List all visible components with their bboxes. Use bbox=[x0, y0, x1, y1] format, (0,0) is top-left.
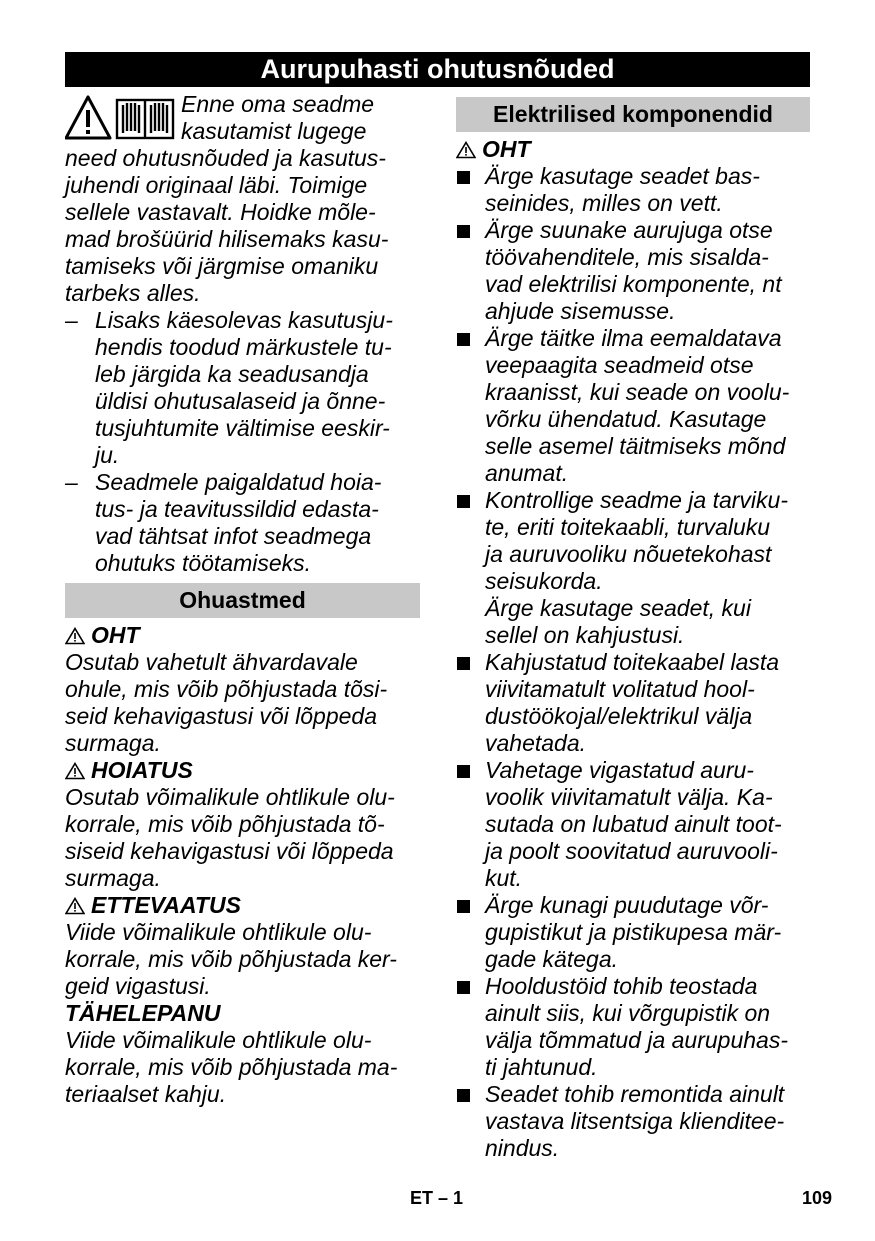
dash-line: Seadmele paigaldatud hoia- bbox=[95, 469, 382, 495]
bullet-line: ainult siis, kui võrgupistik on bbox=[485, 1000, 771, 1026]
square-bullet-icon bbox=[457, 657, 470, 670]
hazard-line: Osutab võimalikule ohtlikule olu- bbox=[65, 784, 395, 810]
dash-line: vad tähtsat infot seadmega bbox=[95, 523, 372, 549]
hazard-description bbox=[65, 649, 420, 757]
hazard-line: Osutab vahetult ähvardavale bbox=[65, 649, 358, 675]
manual-book-icon bbox=[117, 100, 173, 138]
page-title: Aurupuhasti ohutusnõuded bbox=[65, 52, 810, 87]
signal-word-label: ETTEVAATUS bbox=[91, 892, 241, 918]
square-bullet-icon bbox=[457, 981, 470, 994]
intro-icons bbox=[65, 95, 177, 141]
dash-line: hendis toodud märkustele tu- bbox=[95, 334, 392, 360]
square-bullet-icon bbox=[457, 171, 470, 184]
dash-line: ohutuks töötamiseks. bbox=[95, 550, 312, 576]
bullet-line: selle asemel täitmiseks mõnd bbox=[485, 433, 786, 459]
bullet-line: Ärge kasutage seadet bas- bbox=[485, 163, 760, 189]
square-bullet-icon bbox=[457, 765, 470, 778]
bullet-line: Seadet tohib remontida ainult bbox=[485, 1081, 785, 1107]
hazard-line: Viide võimalikule ohtlikule olu- bbox=[65, 919, 372, 945]
bullet-line: välja tõmmatud ja aurupuhas- bbox=[485, 1027, 788, 1053]
bullet-item bbox=[456, 487, 810, 649]
hazard-line: surmaga. bbox=[65, 865, 161, 891]
bullet-line: seinides, milles on vett. bbox=[485, 190, 723, 216]
intro-line: mad brošüürid hilisemaks kasu- bbox=[65, 226, 389, 252]
hazard-description bbox=[65, 1027, 420, 1108]
bullet-line: Kontrollige seadme ja tarviku- bbox=[485, 487, 788, 513]
bullet-line: gupistikut ja pistikupesa mär- bbox=[485, 919, 782, 945]
bullet-line: ti jahtunud. bbox=[485, 1054, 598, 1080]
warning-triangle-icon bbox=[65, 627, 85, 645]
signal-word-caution bbox=[65, 892, 420, 919]
bullet-line: ja auruvooliku nõuetekohast bbox=[485, 541, 772, 567]
bullet-line: võrku ühendatud. Kasutage bbox=[485, 406, 767, 432]
bullet-line: Ärge kasutage seadet, kui bbox=[485, 595, 751, 621]
footer-page-number: 109 bbox=[802, 1188, 833, 1208]
hazard-line: geid vigastusi. bbox=[65, 973, 211, 999]
bullet-line: kut. bbox=[485, 865, 523, 891]
bullet-line: ahjude sisemusse. bbox=[485, 298, 676, 324]
bullet-line: vahetada. bbox=[485, 730, 587, 756]
intro-line: tamiseks või järgmise omaniku bbox=[65, 253, 379, 279]
electrical-components-heading: Elektrilised komponendid bbox=[456, 97, 810, 132]
footer-section-label: ET – 1 bbox=[410, 1188, 464, 1208]
intro-line: sellele vastavalt. Hoidke mõle- bbox=[65, 199, 376, 225]
signal-word-label: TÄHELEPANU bbox=[65, 1000, 221, 1026]
hazard-line: Viide võimalikule ohtlikule olu- bbox=[65, 1027, 372, 1053]
bullet-item bbox=[456, 1081, 810, 1162]
bullet-line: seisukorda. bbox=[485, 568, 603, 594]
warning-triangle-icon bbox=[456, 141, 476, 159]
hazard-line: korrale, mis võib põhjustada tõ- bbox=[65, 811, 385, 837]
right-column bbox=[456, 91, 810, 1162]
warning-triangle-icon bbox=[66, 97, 110, 138]
hazard-line: korrale, mis võib põhjustada ker- bbox=[65, 946, 397, 972]
dash-line: Lisaks käesolevas kasutusju- bbox=[95, 307, 393, 333]
warning-triangle-icon bbox=[65, 897, 85, 915]
intro-line: need ohutusnõuded ja kasutus- bbox=[65, 145, 386, 171]
dash-line: tusjuhtumite vältimise eeskir- bbox=[95, 415, 390, 441]
bullet-line: voolik viivitamatult välja. Ka- bbox=[485, 784, 773, 810]
bullet-line: Hooldustöid tohib teostada bbox=[485, 973, 758, 999]
signal-word-danger bbox=[456, 136, 810, 163]
bullet-line: nindus. bbox=[485, 1135, 560, 1161]
square-bullet-icon bbox=[457, 225, 470, 238]
signal-word-warning bbox=[65, 757, 420, 784]
bullet-line: Vahetage vigastatud auru- bbox=[485, 757, 754, 783]
square-bullet-icon bbox=[457, 333, 470, 346]
signal-word-label: OHT bbox=[91, 622, 140, 648]
bullet-item bbox=[456, 325, 810, 487]
square-bullet-icon bbox=[457, 900, 470, 913]
bullet-line: Ärge täitke ilma eemaldatava bbox=[485, 325, 782, 351]
square-bullet-icon bbox=[457, 1089, 470, 1102]
dash-line: tus- ja teavitussildid edasta- bbox=[95, 496, 379, 522]
bullet-line: viivitamatult volitatud hool- bbox=[485, 676, 755, 702]
bullet-item bbox=[456, 973, 810, 1081]
bullet-line: töövahenditele, mis sisalda- bbox=[485, 244, 769, 270]
bullet-line: gade kätega. bbox=[485, 946, 619, 972]
dash-marker: – bbox=[65, 307, 78, 333]
hazard-line: siseid kehavigastusi või lõppeda bbox=[65, 838, 394, 864]
intro-line: tarbeks alles. bbox=[65, 280, 201, 306]
signal-word-label: HOIATUS bbox=[91, 757, 193, 783]
bullet-line: Ärge kunagi puudutage võr- bbox=[485, 892, 769, 918]
bullet-line: dustöökojal/elektrikul välja bbox=[485, 703, 753, 729]
dash-line: leb järgida ka seadusandja bbox=[95, 361, 369, 387]
bullet-line: sutada on lubatud ainult toot- bbox=[485, 811, 782, 837]
hazard-line: seid kehavigastusi või lõppeda bbox=[65, 703, 377, 729]
bullet-line: vad elektrilisi komponente, nt bbox=[485, 271, 782, 297]
left-column bbox=[65, 91, 420, 1108]
bullet-line: Kahjustatud toitekaabel lasta bbox=[485, 649, 780, 675]
bullet-item bbox=[456, 163, 810, 217]
dash-line: üldisi ohutusalaseid ja õnne- bbox=[95, 388, 386, 414]
dash-list-item bbox=[65, 307, 420, 469]
bullet-line: veepaagita seadmeid otse bbox=[485, 352, 754, 378]
hazard-description bbox=[65, 919, 420, 1000]
bullet-line: kraanisst, kui seade on voolu- bbox=[485, 379, 790, 405]
intro-first-block bbox=[65, 91, 420, 145]
bullet-item bbox=[456, 892, 810, 973]
hazard-line: ohule, mis võib põhjustada tõsi- bbox=[65, 676, 388, 702]
hazard-line: surmaga. bbox=[65, 730, 161, 756]
hazard-levels-heading: Ohuastmed bbox=[65, 583, 420, 618]
bullet-item bbox=[456, 757, 810, 892]
signal-word-notice bbox=[65, 1000, 420, 1027]
bullet-line: anumat. bbox=[485, 460, 569, 486]
intro-first-line-2: kasutamist lugege bbox=[181, 118, 367, 144]
bullet-item bbox=[456, 649, 810, 757]
bullet-line: Ärge suunake aurujuga otse bbox=[485, 217, 773, 243]
bullet-line: vastava litsentsiga klienditee- bbox=[485, 1108, 785, 1134]
hazard-line: korrale, mis võib põhjustada ma- bbox=[65, 1054, 398, 1080]
square-bullet-icon bbox=[457, 495, 470, 508]
intro-first-line-1: Enne oma seadme bbox=[181, 91, 375, 117]
bullet-line: sellel on kahjustusi. bbox=[485, 622, 685, 648]
hazard-description bbox=[65, 784, 420, 892]
dash-line: ju. bbox=[95, 442, 120, 468]
intro-line: juhendi originaal läbi. Toimige bbox=[65, 172, 368, 198]
hazard-line: teriaalset kahju. bbox=[65, 1081, 227, 1107]
warning-triangle-icon bbox=[65, 762, 85, 780]
signal-word-danger bbox=[65, 622, 420, 649]
intro-paragraph bbox=[65, 145, 420, 307]
dash-marker: – bbox=[65, 469, 78, 495]
bullet-item bbox=[456, 217, 810, 325]
dash-list-item bbox=[65, 469, 420, 577]
bullet-line: ja poolt soovitatud auruvooli- bbox=[485, 838, 778, 864]
signal-word-label: OHT bbox=[482, 136, 531, 162]
bullet-line: te, eriti toitekaabli, turvaluku bbox=[485, 514, 771, 540]
